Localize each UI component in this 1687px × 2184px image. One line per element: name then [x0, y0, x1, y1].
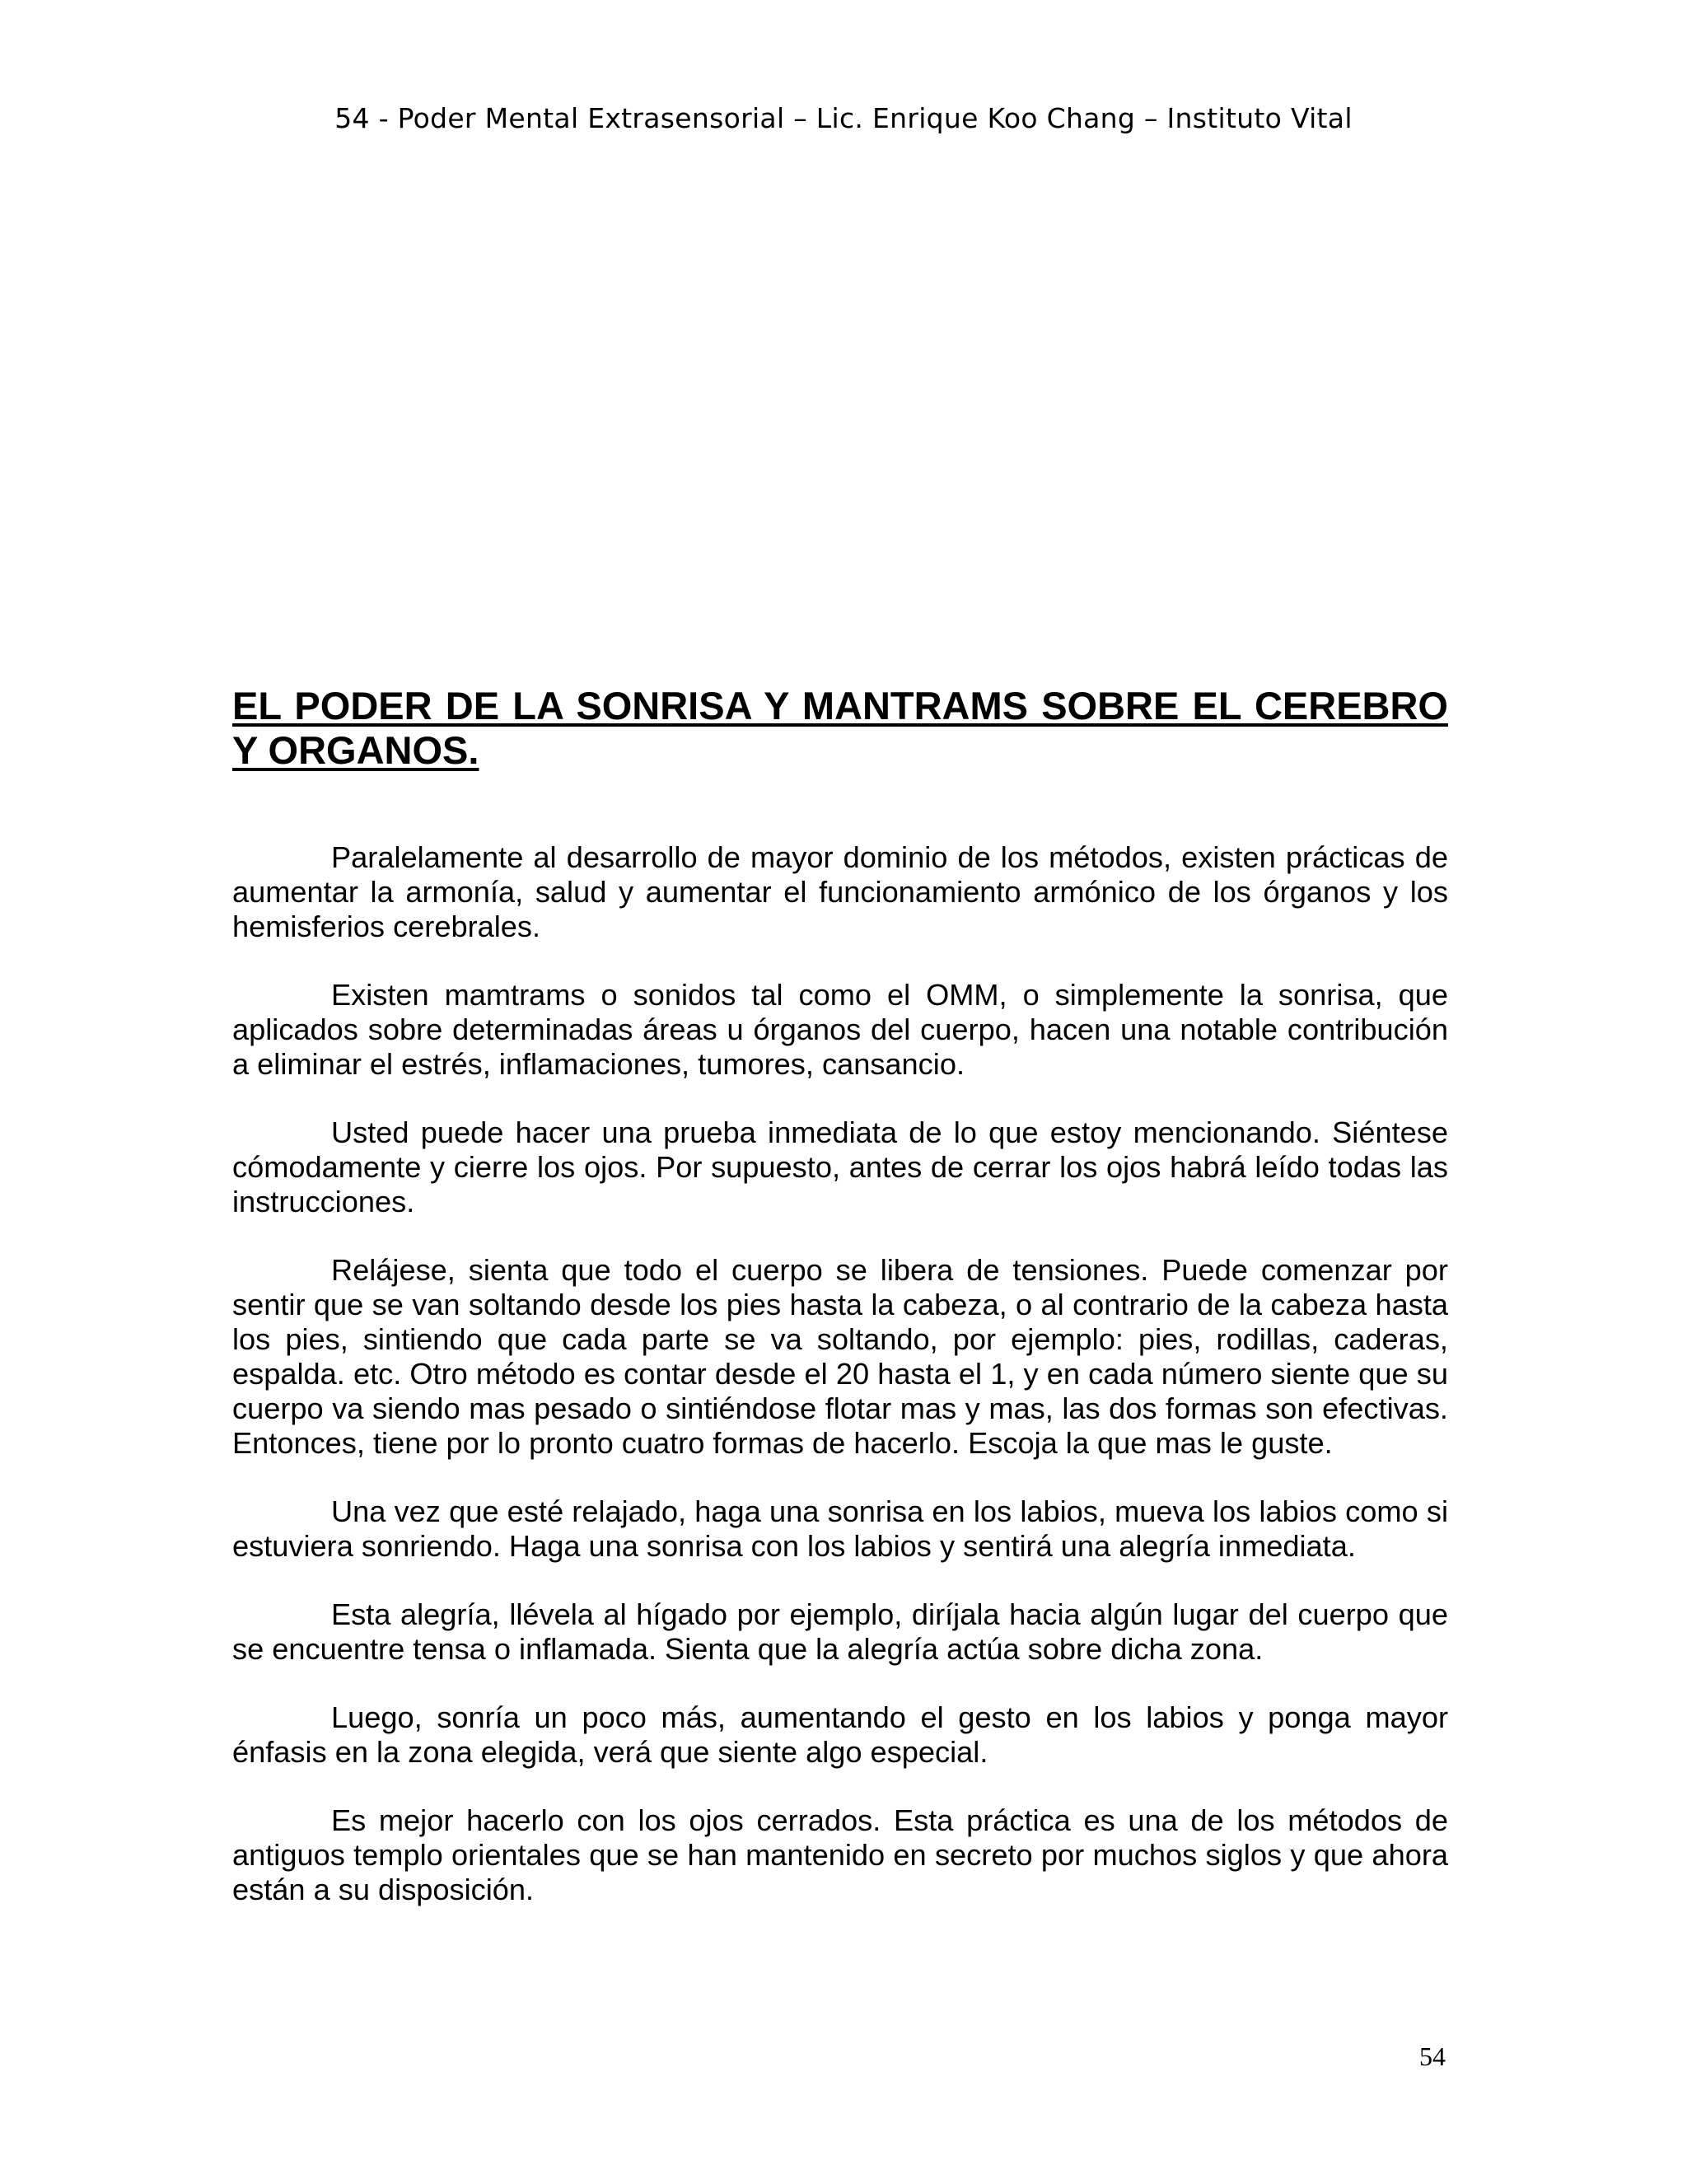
- paragraph-list: [232, 840, 1448, 1907]
- paragraph-7: Luego, sonría un poco más, aumentando el gesto en los labios y ponga mayor énfasis en la zona elegida, verá que siente algo especial.: [232, 1700, 1448, 1769]
- document-body: [232, 684, 1448, 1941]
- paragraph-2: Existen mamtrams o sonidos tal como el OMM, o simplemente la sonrisa, que aplicados sobre determinadas áreas u órganos del cuerpo, hacen una notable contribución a eliminar el estrés, inflamaciones, tumores, cansancio.: [232, 978, 1448, 1081]
- paragraph-3: Usted puede hacer una prueba inmediata de lo que estoy mencionando. Siéntese cómodamente y cierre los ojos. Por supuesto, antes de cerrar los ojos habrá leído todas las instrucciones.: [232, 1115, 1448, 1218]
- page-number: 54: [1419, 2041, 1446, 2071]
- paragraph-4: Relájese, sienta que todo el cuerpo se libera de tensiones. Puede comenzar por sentir que se van soltando desde los pies hasta la cabeza, o al contrario de la cabeza hasta los pies, sintiendo que cada parte se va soltando, por ejemplo: pies, rodillas, caderas, espalda. etc. Otro método es contar desde el 20 hasta el 1, y en cada número siente que su cuerpo va siendo mas pesado o sintiéndose flotar mas y mas, las dos formas son efectivas. Entonces, tiene por lo pronto cuatro formas de hacerlo. Escoja la que mas le guste.: [232, 1253, 1448, 1460]
- section-title: EL PODER DE LA SONRISA Y MANTRAMS SOBRE EL CEREBRO Y ORGANOS.: [232, 684, 1448, 772]
- paragraph-5: Una vez que esté relajado, haga una sonrisa en los labios, mueva los labios como si estuviera sonriendo. Haga una sonrisa con los labios y sentirá una alegría inmediata.: [232, 1494, 1448, 1563]
- running-header: 54 - Poder Mental Extrasensorial – Lic. Enrique Koo Chang – Instituto Vital: [334, 102, 1353, 134]
- paragraph-6: Esta alegría, llévela al hígado por ejemplo, diríjala hacia algún lugar del cuerpo que se encuentre tensa o inflamada. Sienta que la alegría actúa sobre dicha zona.: [232, 1597, 1448, 1666]
- paragraph-1: Paralelamente al desarrollo de mayor dominio de los métodos, existen prácticas de aumentar la armonía, salud y aumentar el funcionamiento armónico de los órganos y los hemisferios cerebrales.: [232, 840, 1448, 943]
- paragraph-8: Es mejor hacerlo con los ojos cerrados. Esta práctica es una de los métodos de antiguos templo orientales que se han mantenido en secreto por muchos siglos y que ahora están a su disposición.: [232, 1803, 1448, 1906]
